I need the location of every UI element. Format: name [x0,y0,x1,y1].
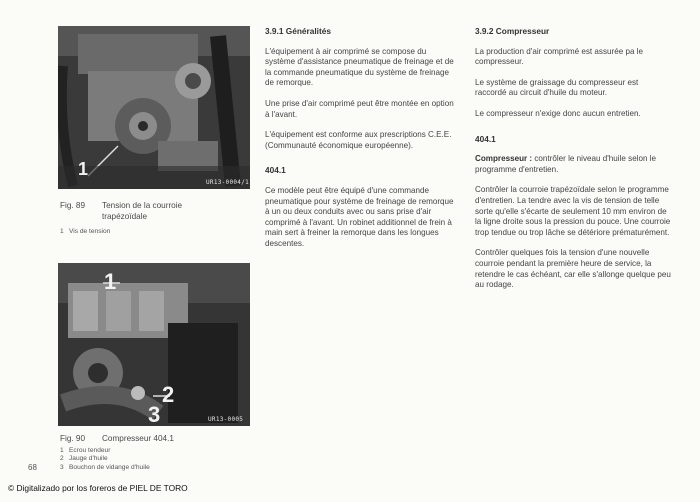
right-column [475,26,671,301]
legend-item: 1 Vis de tension [60,228,111,235]
figure-89-number: Fig. 89 [60,201,86,210]
figure-90-callout-1: 1 [104,269,117,294]
figure-90-photo [58,263,250,426]
lead-term: Compresseur : [475,154,533,164]
figure-89-title: Tension de la courroie trapézoïdale [102,201,183,221]
figure-89-legend [60,228,110,236]
figure-90-callout-3: 3 [148,402,161,426]
page-number: 68 [28,463,37,472]
section-heading-compressor: 3.9.2 Compresseur [475,26,550,36]
paragraph: La production d'air comprimé est assurée pa le compresseur. [475,46,644,67]
paragraph: L'équipement à air comprimé se compose du système d'assistance pneumatique de freinage et de la commande pneumatique du système de freinage de remorque. [265,46,454,88]
paragraph: Contrôler la courroie trapézoïdale selon le programme d'entretien. La tendre avec la vis de tension de telle sorte qu'elle s'écarte de seulement 10 mm environ de la ligne droite sous la pression du pouce. Une courroie trop tendue ou trop lâche se détériore prématurément. [475,185,671,237]
model-subheading: 404.1 [475,133,496,144]
paragraph [475,154,671,175]
paragraph: Contrôler quelques fois la tension d'une nouvelle courroie pendant la première heure de service, la retendre le cas échéant, car elle s'allonge quelque peu au rodage. [475,248,671,290]
legend-item: 2 Jauge d'huile [60,455,108,463]
legend-item: 3 Bouchon de vidange d'huile [60,463,150,471]
figure-90-callout-2: 2 [162,382,175,407]
footer-credit: © Digitalizado por los foreros de PIEL DE TORO [8,483,188,493]
middle-column [265,26,458,260]
figure-90-caption [60,433,250,444]
figure-89-caption [60,200,240,221]
paragraph: Le système de graissage du compresseur est raccordé au circuit d'huile du moteur. [475,77,639,98]
paragraph: L'équipement est conforme aux prescriptions C.E.E. (Communauté économique européenne). [265,130,452,150]
figure-90-legend [60,447,150,472]
paragraph: Ce modèle peut être équipé d'une commande pneumatique pour système de freinage de remorque à un ou deux conduits avec ou sans prise d'air comprimé à l'avant. Un robinet additionnel de frein à main sert à freiner la remorque dans les longues descentes. [265,185,454,248]
figure-90-title: Compresseur 404.1 [102,434,174,443]
model-subheading: 404.1 [265,165,286,176]
figure-90-number: Fig. 90 [60,434,86,443]
lead-text: contrôler le niveau d'huile selon le programme d'entretien. [475,154,657,174]
figure-90-id-label: UR13-0005 [208,416,244,423]
paragraph: Le compresseur n'exige donc aucun entretien. [475,108,641,118]
figure-89-callout-1: 1 [78,159,89,179]
figure-89-photo [58,26,250,189]
paragraph: Une prise d'air comprimé peut être montée en option à l'avant. [265,98,454,119]
section-heading-general: 3.9.1 Généralités [265,26,331,36]
legend-item: 1 Ecrou tendeur [60,447,111,454]
figure-89-id-label: UR13-0004/1 [206,179,250,186]
